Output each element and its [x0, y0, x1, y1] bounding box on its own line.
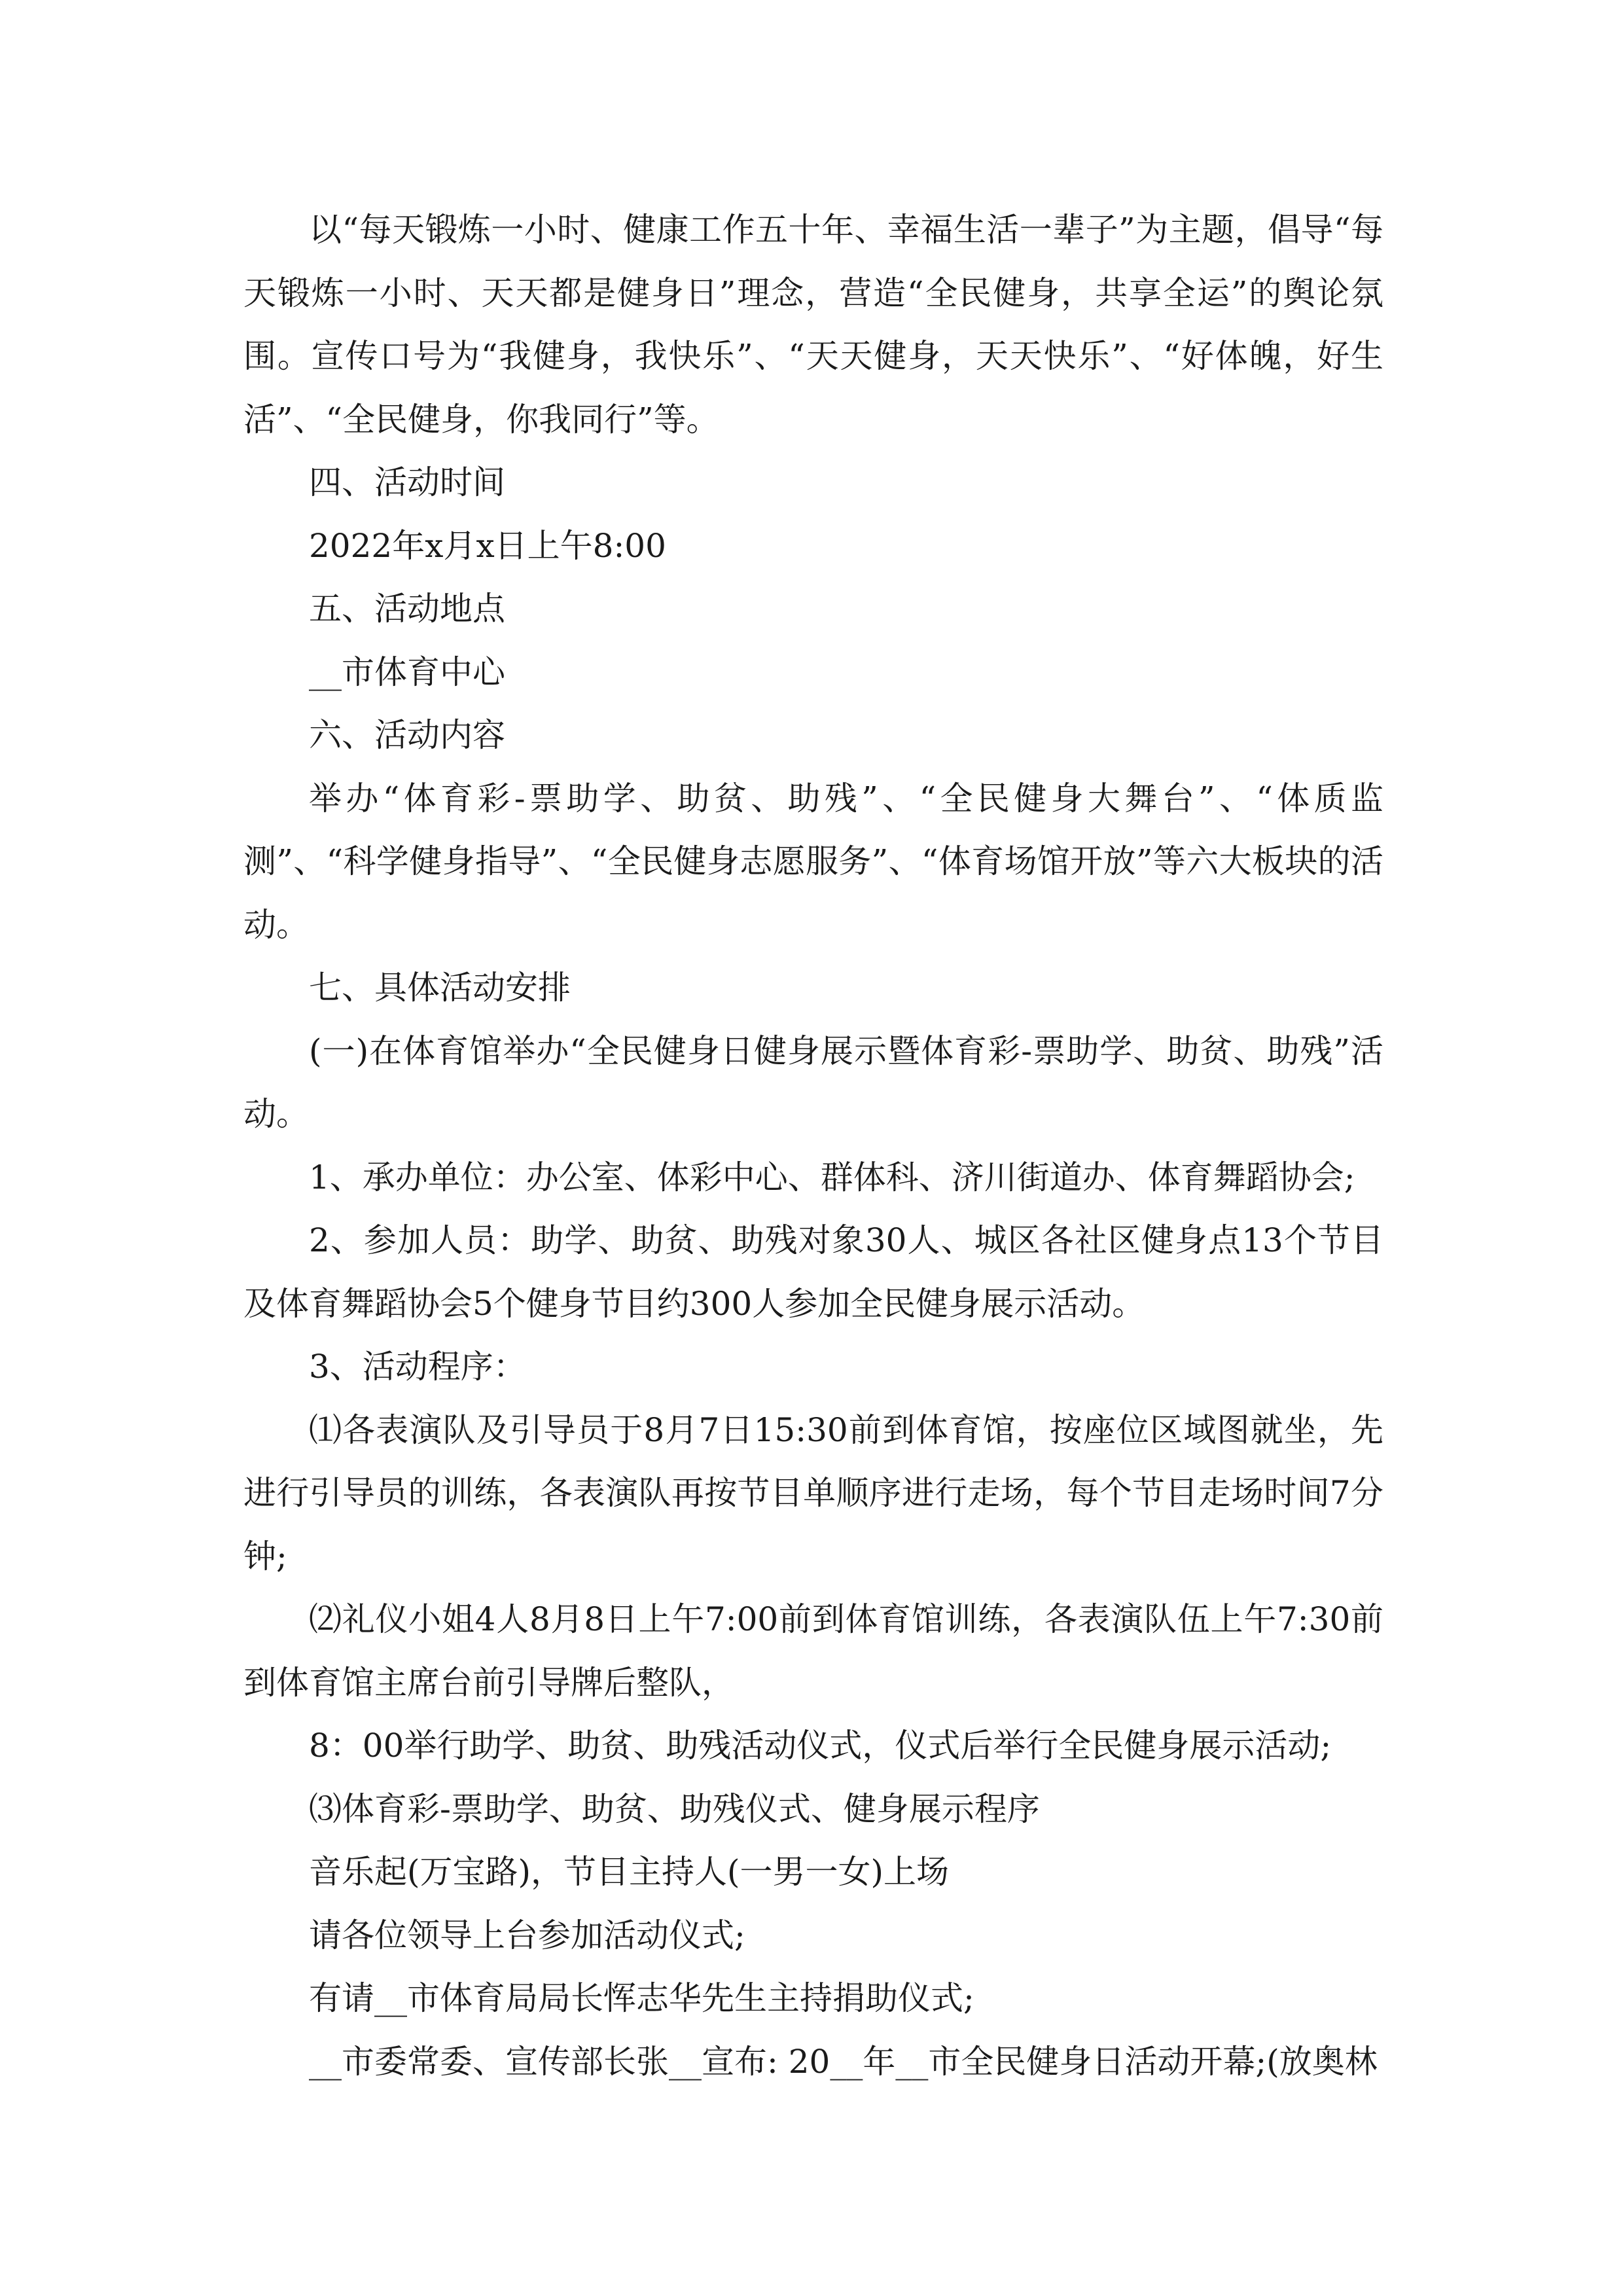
- paragraph-procedure-step-3: ⑶体育彩-票助学、助贫、助残仪式、健身展示程序: [309, 1789, 1040, 1828]
- heading-activity-time: 四、活动时间: [309, 463, 505, 501]
- paragraph-opening-announcement: __市委常委、宣传部长张__宣布: 20__年__市全民健身日活动开幕;(放奥林: [309, 2042, 1378, 2081]
- document-body: [243, 198, 1383, 2093]
- heading-activity-content: 六、活动内容: [309, 716, 505, 754]
- heading-activity-arrangement: 七、具体活动安排: [309, 969, 571, 1007]
- paragraph-leaders-invite: 请各位领导上台参加活动仪式;: [309, 1916, 745, 1954]
- paragraph-director-host: 有请__市体育局局长恽志华先生主持捐助仪式;: [309, 1979, 974, 2017]
- paragraph-organizers: 1、承办单位：办公室、体彩中心、群体科、济川街道办、体育舞蹈协会;: [309, 1158, 1355, 1196]
- paragraph-ceremony-time: 8：00举行助学、助贫、助残活动仪式，仪式后举行全民健身展示活动;: [309, 1727, 1332, 1765]
- paragraph-procedure-step-1: ⑴各表演队及引导员于8月7日15:30前到体育馆，按座位区域图就坐，先进行引导员的训练，各表演队再按节目单顺序进行走场，每个节目走场时间7分钟;: [243, 1410, 1383, 1575]
- paragraph-theme: 以“每天锻炼一小时、健康工作五十年、幸福生活一辈子”为主题，倡导“每天锻炼一小时、天天都是健身日”理念，营造“全民健身，共享全运”的舆论氛围。宣传口号为“我健身，我快乐”、“天天健身，天天快乐”、“好体魄，好生活”、“全民健身，你我同行”等。: [243, 211, 1383, 439]
- paragraph-music-start: 音乐起(万宝路)，节目主持人(一男一女)上场: [309, 1853, 950, 1891]
- paragraph-activity-modules: 举办“体育彩-票助学、助贫、助残”、“全民健身大舞台”、“体质监测”、“科学健身指导”、“全民健身志愿服务”、“体育场馆开放”等六大板块的活动。: [243, 779, 1383, 944]
- heading-activity-location: 五、活动地点: [309, 590, 505, 628]
- paragraph-activity-venue: __市体育中心: [309, 653, 505, 691]
- paragraph-procedure-step-2: ⑵礼仪小姐4人8月8日上午7:00前到体育馆训练，各表演队伍上午7:30前到体育馆主席台前引导牌后整队，: [243, 1600, 1383, 1702]
- paragraph-procedure-heading: 3、活动程序：: [309, 1348, 526, 1386]
- paragraph-participants: 2、参加人员：助学、助贫、助残对象30人、城区各社区健身点13个节目及体育舞蹈协会5个健身节目约300人参加全民健身展示活动。: [243, 1221, 1383, 1323]
- paragraph-activity-date: 2022年x月x日上午8:00: [309, 526, 666, 565]
- paragraph-subsection-one: (一)在体育馆举办“全民健身日健身展示暨体育彩-票助学、助贫、助残”活动。: [243, 1031, 1383, 1133]
